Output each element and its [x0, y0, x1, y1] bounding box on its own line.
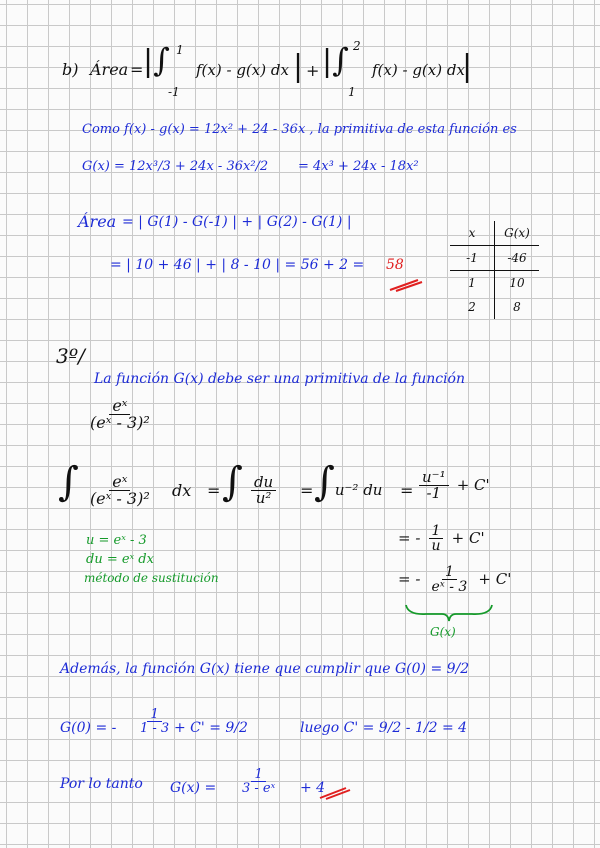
luego-line: luego C' = 9/2 - 1/2 = 4 — [300, 720, 468, 736]
area-result: 58 — [386, 257, 404, 273]
target-function — [84, 398, 156, 431]
equals-sign: = — [300, 481, 314, 500]
dx-label: dx — [172, 481, 192, 500]
primitive-g-rhs: = 4x³ + 24x - 18x² — [298, 159, 419, 174]
area-definition: |∫ — [143, 41, 170, 79]
int2-integrand: f(x) - g(x) dx — [372, 61, 465, 79]
area-word: Área — [90, 60, 129, 79]
g0-rhs: + C' = 9/2 — [174, 720, 248, 736]
final-tail: + 4 — [300, 780, 326, 796]
table-row — [450, 271, 539, 296]
int1-lower: -1 — [168, 85, 180, 99]
g0-numerator: 1 — [147, 708, 161, 722]
area-word-2: Área — [78, 212, 117, 231]
du-numerator: du — [251, 475, 276, 491]
equals-sign: = — [207, 481, 221, 500]
substitution-du: du = eˣ dx — [86, 552, 154, 567]
green-brace — [404, 603, 494, 623]
antiderivative-numerator: u⁻¹ — [419, 470, 449, 486]
como-line: Como f(x) - g(x) = 12x² + 24 - 36x , la primitiva de esta función es — [82, 122, 517, 137]
integrand-numerator: eˣ — [109, 474, 130, 491]
table-header-gx: G(x) — [495, 221, 540, 246]
primitive-g-lhs: G(x) = 12x³/3 + 24x - 36x²/2 — [82, 159, 269, 174]
integrand-denominator: (eˣ - 3)² — [89, 489, 150, 508]
final-lhs: G(x) = — [170, 780, 217, 796]
values-table — [450, 221, 539, 319]
power-integral: ∫u⁻² du — [314, 459, 383, 505]
table-cell: 1 — [450, 271, 495, 296]
antiderivative-denominator: -1 — [426, 484, 442, 502]
g0-denominator: 1 - 3 — [140, 721, 170, 736]
int2-symbol: |∫ — [322, 41, 349, 79]
step-prefix: = - — [398, 529, 421, 547]
fraction-denominator: (eˣ - 3)² — [90, 413, 150, 432]
step-x-form — [398, 565, 511, 594]
result-double-underline — [388, 278, 424, 292]
integral-line: ∫ $\frac{\text{eˣ}}{\text{(eˣ - 3)²}}$ — [58, 462, 156, 507]
int1-integrand: f(x) - g(x) dx — [196, 61, 289, 79]
final-denominator: 3 - eˣ — [242, 781, 276, 796]
step-denominator: u — [431, 538, 441, 554]
substitution-method: método de sustitución — [84, 571, 219, 585]
plus-sign: + — [306, 61, 320, 80]
problem-statement: La función G(x) debe ser una primitiva de la función — [94, 371, 466, 387]
power-integrand: u⁻² du — [334, 481, 383, 499]
g0-lhs: G(0) = - — [60, 720, 117, 736]
part-b-label: b) — [62, 60, 79, 79]
area-equals: = — [130, 60, 144, 79]
step-numerator: 1 — [429, 524, 444, 539]
step-denominator: eˣ - 3 — [431, 579, 468, 595]
ademas-line: Además, la función G(x) tiene que cumplir que G(0) = 9/2 — [60, 661, 470, 677]
u-squared-denominator: u² — [255, 489, 272, 507]
substituted-integral: ∫ $\frac{du}{\text{u²}}$ — [222, 462, 279, 506]
antiderivative-fraction — [416, 470, 490, 501]
table-cell: 10 — [509, 276, 525, 290]
part-3-label: 3º/ — [56, 344, 85, 368]
step-numerator: 1 — [442, 565, 457, 580]
area-evaluation: = | G(1) - G(-1) | + | G(2) - G(1) | — [122, 214, 352, 230]
int2-upper: 2 — [353, 39, 361, 53]
area-result-expr: = | 10 + 46 | + | 8 - 10 | = 56 + 2 = — [110, 257, 365, 273]
final-fraction — [236, 768, 281, 795]
table-cell: 2 — [450, 295, 495, 319]
constant-term: + C' — [456, 476, 490, 494]
equals-sign: = — [400, 481, 414, 500]
int2-lower: 1 — [348, 85, 356, 99]
final-double-underline — [318, 786, 352, 800]
table-row — [450, 295, 539, 319]
brace-label: G(x) — [430, 625, 456, 639]
substitution-u: u = eˣ - 3 — [86, 533, 147, 548]
abs-bar-end: | — [462, 49, 473, 84]
int1-upper: 1 — [176, 43, 184, 57]
table-header-x: x — [450, 221, 495, 246]
fraction-numerator: eˣ — [109, 398, 130, 415]
table-cell: -1 — [450, 246, 495, 271]
abs-bar: | — [293, 49, 304, 84]
table-cell: 8 — [513, 300, 521, 314]
constant-term: + C' — [478, 570, 512, 588]
final-numerator: 1 — [251, 768, 265, 782]
table-cell: -46 — [495, 246, 540, 271]
g0-fraction — [134, 708, 175, 735]
step-u-form — [398, 524, 485, 553]
table-row — [450, 246, 539, 271]
step-prefix: = - — [398, 570, 421, 588]
por-lo-tanto: Por lo tanto — [60, 776, 143, 792]
constant-term: + C' — [451, 529, 485, 547]
